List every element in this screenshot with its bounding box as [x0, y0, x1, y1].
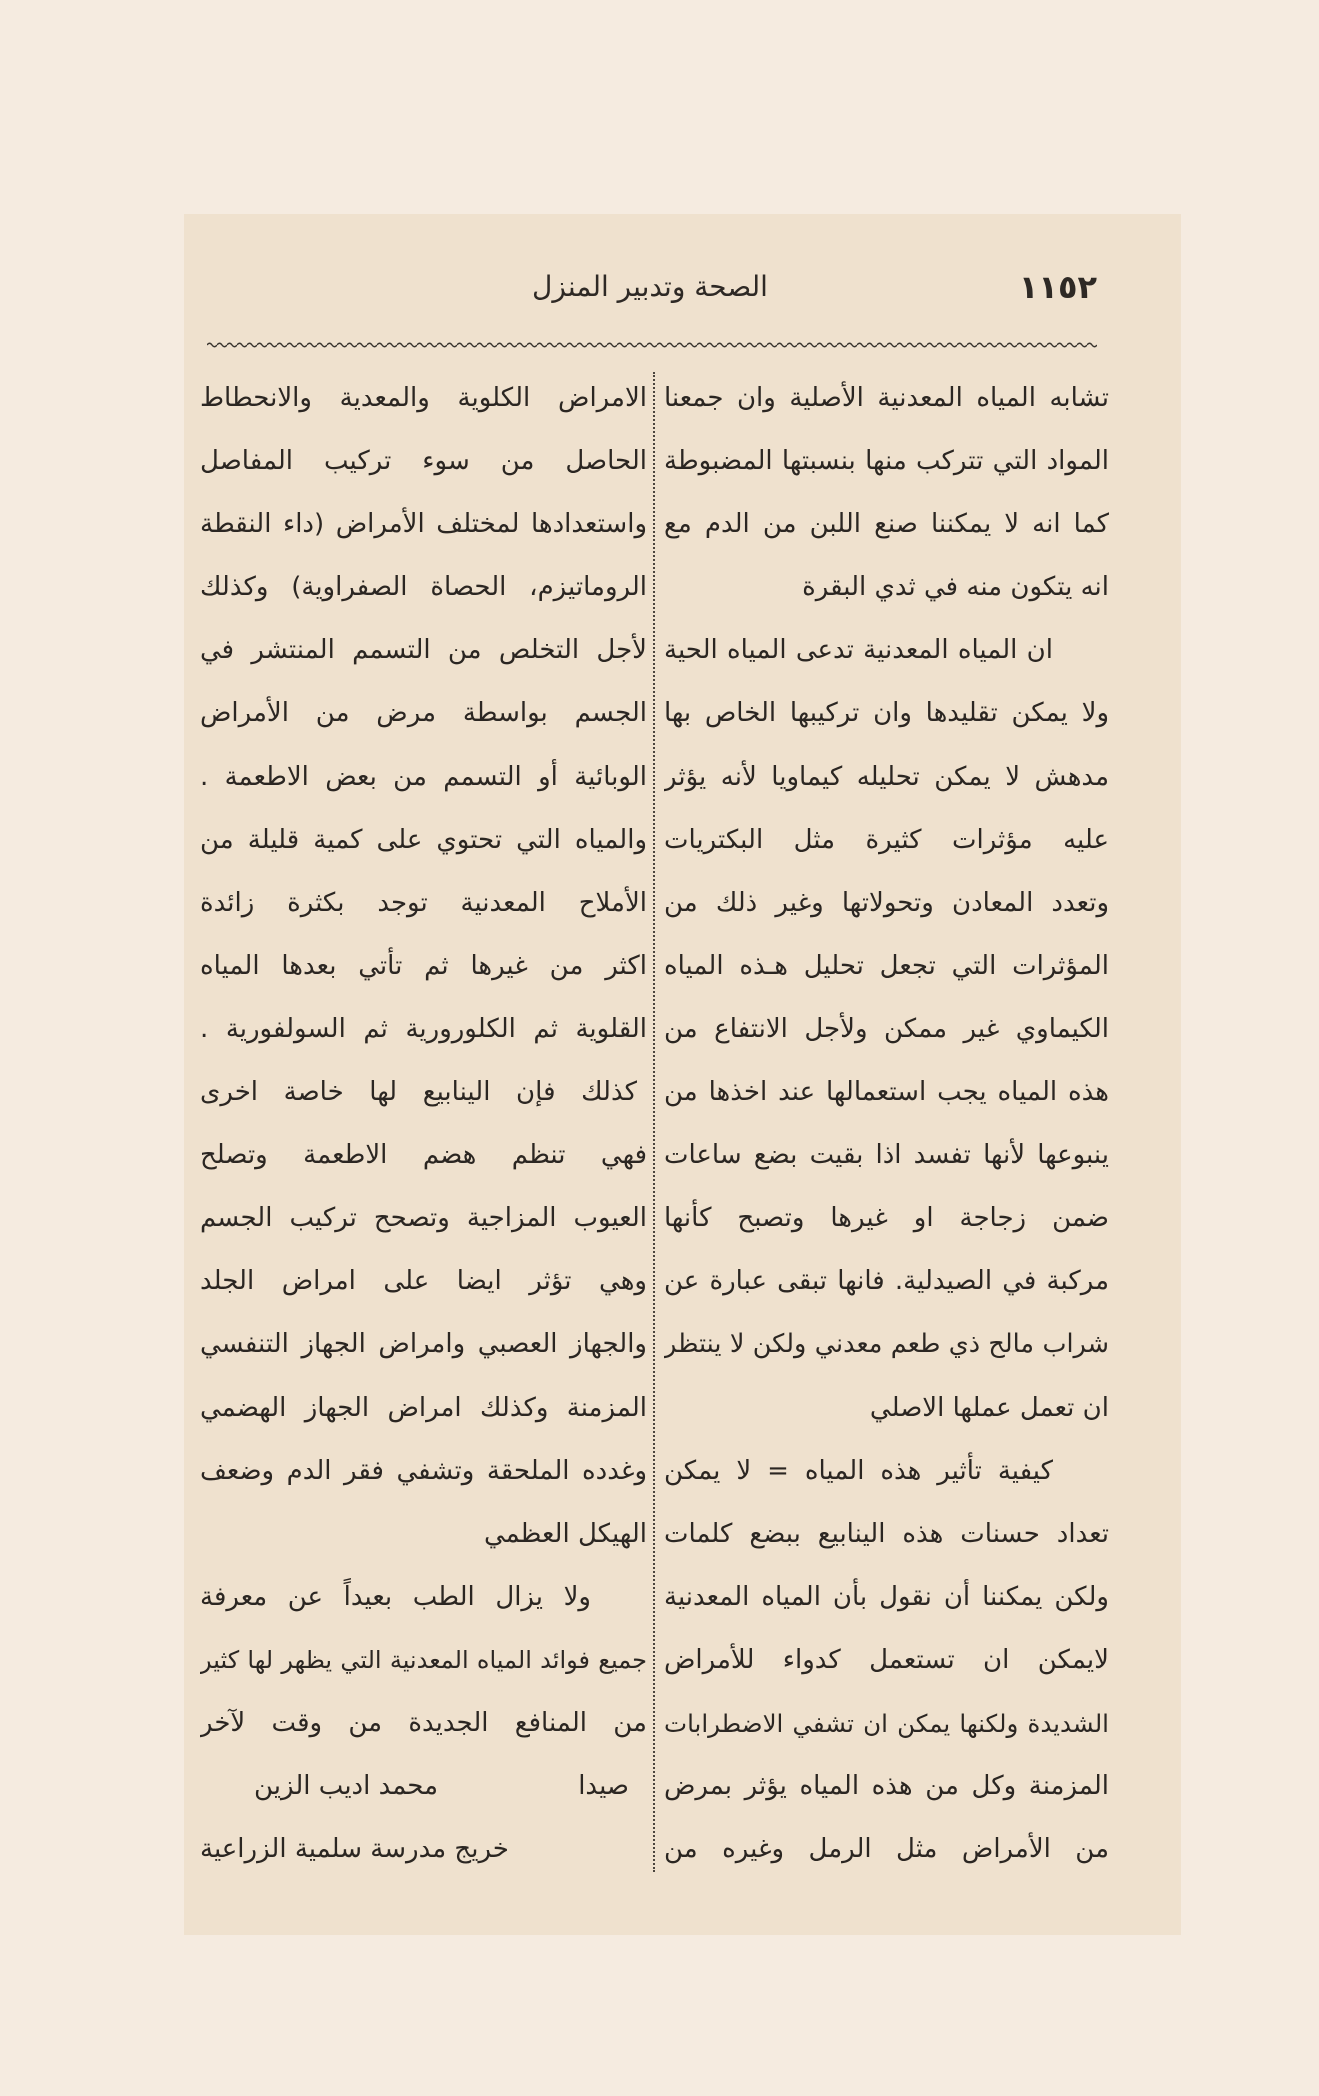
text-line: ولا يزال الطب بعيداً عن معرفة — [200, 1581, 591, 1612]
text-line: المؤثرات التي تجعل تحليل هـذه المياه — [664, 950, 1109, 981]
text-line: هذه المياه يجب استعمالها عند اخذها من — [664, 1077, 1109, 1108]
signature-row — [200, 1755, 647, 1818]
text-line: مدهش لا يمكن تحليله كيماويا لأنه يؤثر — [664, 761, 1109, 792]
text-line: الجسم بواسطة مرض من الأمراض — [200, 698, 647, 729]
text-line: المواد التي تتركب منها بنسبتها المضبوطة — [664, 446, 1109, 477]
text-line: من المنافع الجديدة من وقت لآخر — [200, 1707, 647, 1738]
text-line: الحاصل من سوء تركيب المفاصل — [200, 446, 647, 477]
text-line: مركبة في الصيدلية. فانها تبقى عبارة عن — [664, 1266, 1109, 1297]
text-line: واستعدادها لمختلف الأمراض (داء النقطة — [200, 509, 647, 540]
text-line: وهي تؤثر ايضا على امراض الجلد — [200, 1266, 647, 1297]
text-line: الروماتيزم، الحصاة الصفراوية) وكذلك — [200, 572, 647, 603]
text-line: الامراض الكلوية والمعدية والانحطاط — [200, 383, 647, 413]
signature-credential: خريج مدرسة سلمية الزراعية — [200, 1834, 509, 1865]
signature-name: محمد اديب الزين — [254, 1771, 439, 1802]
text-line: ولكن يمكننا أن نقول بأن المياه المعدنية — [664, 1581, 1109, 1612]
text-line: لأجل التخلص من التسمم المنتشر في — [200, 635, 647, 666]
signature-place: صيدا — [578, 1771, 629, 1802]
text-line: فهي تنظم هضم الاطعمة وتصلح — [200, 1140, 647, 1171]
text-line: وتعدد المعادن وتحولاتها وغير ذلك من — [664, 887, 1109, 918]
text-line: العيوب المزاجية وتصحح تركيب الجسم — [200, 1203, 647, 1234]
text-line: تشابه المياه المعدنية الأصلية وان جمعنا — [664, 383, 1109, 413]
text-line: الهيكل العظمي — [483, 1518, 647, 1549]
text-line: اكثر من غيرها ثم تأتي بعدها المياه — [200, 950, 647, 981]
text-line: لايمكن ان تستعمل كدواء للأمراض — [664, 1644, 1109, 1675]
section-heading-line: كيفية تأثير هذه المياه = لا يمكن — [664, 1455, 1053, 1486]
text-line: تعداد حسنات هذه الينابيع ببضع كلمات — [664, 1518, 1109, 1549]
text-line: الأملاح المعدنية توجد بكثرة زائدة — [200, 887, 647, 918]
text-line: وغدده الملحقة وتشفي فقر الدم وضعف — [200, 1455, 647, 1486]
text-line: كما انه لا يمكننا صنع اللبن من الدم مع — [664, 509, 1109, 540]
text-line: ينبوعها لأنها تفسد اذا بقيت بضع ساعات — [664, 1140, 1109, 1171]
text-line: القلوية ثم الكلورورية ثم السولفورية . — [200, 1013, 647, 1044]
text-line: ضمن زجاجة او غيرها وتصبح كأنها — [664, 1203, 1109, 1234]
text-line: انه يتكون منه في ثدي البقرة — [802, 572, 1109, 603]
header-wavy-rule — [207, 340, 1097, 350]
column-divider — [653, 372, 655, 1872]
text-line: كذلك فإن الينابيع لها خاصة اخرى — [200, 1077, 637, 1108]
text-line: جميع فوائد المياه المعدنية التي يظهر لها كثير — [200, 1645, 647, 1674]
running-title: الصحة وتدبير المنزل — [532, 270, 768, 303]
text-line: الكيماوي غير ممكن ولأجل الانتفاع من — [664, 1013, 1109, 1044]
text-line: المزمنة وكل من هذه المياه يؤثر بمرض — [664, 1771, 1109, 1802]
text-line: والمياه التي تحتوي على كمية قليلة من — [200, 824, 647, 855]
text-line: الوبائية أو التسمم من بعض الاطعمة . — [200, 761, 647, 792]
text-line: والجهاز العصبي وامراض الجهاز التنفسي — [200, 1329, 647, 1360]
left-column — [200, 367, 647, 1881]
page-number: ١١٥٢ — [1018, 268, 1097, 306]
text-line: الشديدة ولكنها يمكن ان تشفي الاضطرابات — [664, 1708, 1109, 1738]
text-line: ان المياه المعدنية تدعى المياه الحية — [664, 635, 1053, 666]
text-line: ولا يمكن تقليدها وان تركيبها الخاص بها — [664, 698, 1109, 729]
text-line: ان تعمل عملها الاصلي — [869, 1392, 1109, 1423]
text-line: من الأمراض مثل الرمل وغيره من — [664, 1834, 1109, 1865]
right-column — [664, 367, 1109, 1881]
text-line: شراب مالح ذي طعم معدني ولكن لا ينتظر — [664, 1329, 1109, 1360]
text-line: المزمنة وكذلك امراض الجهاز الهضمي — [200, 1392, 647, 1423]
text-line: عليه مؤثرات كثيرة مثل البكتريات — [664, 824, 1109, 855]
